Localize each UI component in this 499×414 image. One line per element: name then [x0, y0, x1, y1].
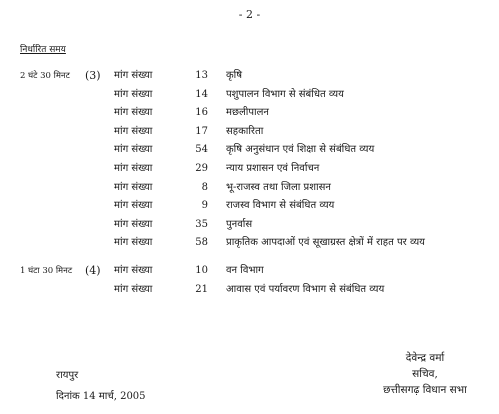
demand-group-1 [0, 67, 499, 253]
group-number: (3) [85, 69, 101, 82]
demand-number: 35 [195, 218, 208, 230]
demand-row [0, 86, 499, 105]
demand-label: मांग संख्या [114, 88, 153, 100]
group-number: (4) [85, 264, 101, 277]
demand-label: मांग संख्या [114, 144, 153, 156]
demand-row [0, 179, 499, 198]
demand-label: मांग संख्या [114, 283, 153, 295]
demand-number: 17 [195, 125, 208, 137]
demand-number: 54 [195, 144, 208, 156]
date: दिनांक 14 मार्च, 2005 [56, 391, 146, 402]
demand-row [0, 197, 499, 216]
demand-group-2 [0, 262, 499, 299]
demand-description: प्राकृतिक आपदाओं एवं सूखाग्रस्त क्षेत्रों में राहत पर व्यय [226, 237, 425, 249]
signatory-designation: सचिव, [412, 368, 438, 380]
signatory-organization: छत्तीसगढ़ विधान सभा [383, 384, 467, 396]
demand-row [0, 234, 499, 253]
demand-label: मांग संख्या [114, 70, 153, 81]
demand-description: पशुपालन विभाग से संबंधित व्यय [226, 88, 344, 100]
demand-label: मांग संख्या [114, 265, 153, 276]
demand-description: कृषि [226, 70, 243, 81]
demand-label: मांग संख्या [114, 107, 153, 119]
demand-description: मछलीपालन [226, 107, 269, 119]
section-heading: निर्धारित समय [20, 45, 66, 55]
demand-description: भू-राजस्व तथा जिला प्रशासन [226, 181, 331, 193]
allotted-time: 2 घंटे 30 मिनट [20, 71, 70, 81]
page-number: - 2 - [238, 8, 261, 21]
demand-number: 10 [195, 265, 208, 276]
demand-row [0, 104, 499, 123]
demand-row [0, 281, 499, 300]
demand-number: 21 [195, 283, 208, 295]
demand-description: आवास एवं पर्यावरण विभाग से संबंधित व्यय [226, 283, 385, 295]
signature-block [365, 350, 485, 398]
demand-number: 13 [195, 70, 208, 81]
demand-row [0, 216, 499, 235]
demand-row [0, 67, 499, 86]
demand-description: कृषि अनुसंधान एवं शिक्षा से संबंधित व्यय [226, 144, 375, 156]
demand-description: राजस्व विभाग से संबंधित व्यय [226, 200, 335, 212]
demand-label: मांग संख्या [114, 218, 153, 230]
demand-description: वन विभाग [226, 265, 264, 276]
demand-label: मांग संख्या [114, 237, 153, 249]
demand-row [0, 262, 499, 281]
demand-number: 16 [195, 107, 208, 119]
demand-row [0, 123, 499, 142]
allotted-time: 1 घंटा 30 मिनट [20, 266, 73, 276]
demand-description: न्याय प्रशासन एवं निर्वाचन [226, 162, 320, 174]
demand-label: मांग संख्या [114, 200, 153, 212]
demand-label: मांग संख्या [114, 181, 153, 193]
place: रायपुर [56, 370, 79, 381]
demand-number: 58 [195, 237, 208, 249]
demand-number: 29 [195, 162, 208, 174]
demand-row [0, 141, 499, 160]
demand-label: मांग संख्या [114, 125, 153, 137]
demand-number: 14 [195, 88, 208, 100]
demand-description: सहकारिता [226, 125, 264, 137]
demand-number: 8 [201, 181, 208, 193]
demand-description: पुनर्वास [226, 218, 253, 230]
demand-label: मांग संख्या [114, 162, 153, 174]
demand-number: 9 [201, 200, 208, 212]
demand-row [0, 160, 499, 179]
signatory-name: देवेन्द्र वर्मा [405, 352, 445, 364]
